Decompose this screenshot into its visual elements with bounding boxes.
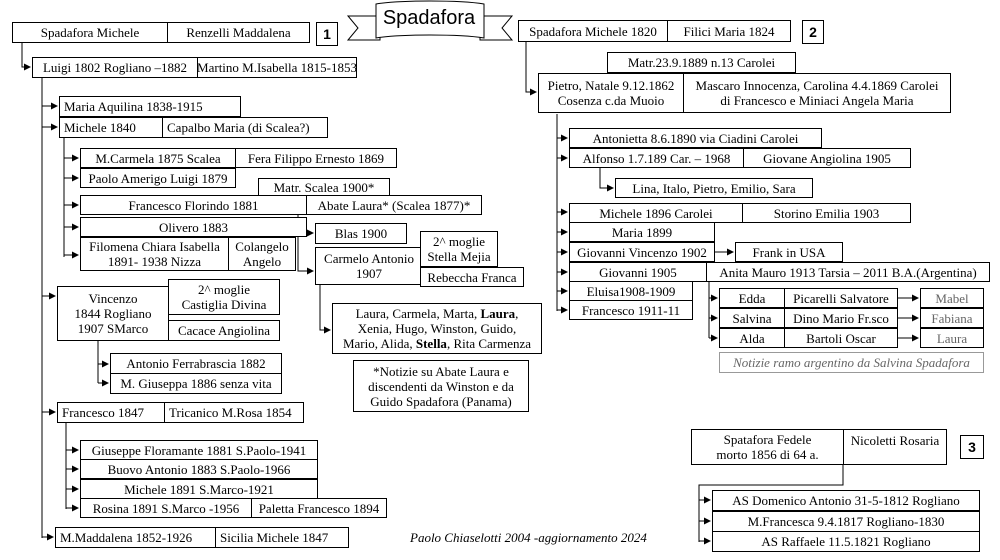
person-box	[57, 286, 169, 341]
person-place: Cosenza c.da Muoio	[557, 93, 665, 108]
children-text: Laura, Carmela, Marta,	[355, 306, 481, 321]
person-box: Bartoli Oscar	[784, 328, 898, 348]
person-box: Alfonso 1.7.189 Car. – 1968	[569, 148, 744, 168]
person-name: Angelo	[242, 254, 282, 269]
spouse-label: 2^ moglie	[433, 234, 485, 249]
person-box: Giuseppe Floramante 1881 S.Paolo-1941	[80, 440, 318, 460]
person-box: Storino Emilia 1903	[742, 203, 911, 223]
person-box: Paolo Amerigo Luigi 1879	[80, 168, 236, 188]
person-box: Laura	[920, 328, 984, 348]
person-name: Filomena Chiara Isabella	[89, 239, 220, 254]
children-text: Mario, Alida,	[342, 336, 416, 351]
person-box: Giovanni Vincenzo 1902	[569, 242, 715, 262]
person-box: Maria Aquilina 1838-1915	[59, 96, 241, 117]
person-box: Rosina 1891 S.Marco -1956	[80, 498, 252, 518]
person-box: Matr. Scalea 1900*	[258, 178, 390, 197]
children-line-2: Xenia, Hugo, Winston, Guido,	[357, 321, 517, 336]
person-box: Antonio Ferrabrascia 1882	[110, 353, 282, 374]
person-box: Michele 1896 Carolei	[569, 203, 743, 223]
person-box	[691, 429, 844, 465]
person-box: Renzelli Maddalena	[167, 22, 310, 43]
person-name: Mascaro Innocenza, Carolina 4.4.1869 Carolei	[695, 78, 939, 93]
tree-1-number: 1	[316, 22, 338, 46]
person-box: M.Carmela 1875 Scalea	[80, 148, 236, 168]
person-box	[538, 73, 684, 113]
note-line: discendenti da Winston e da	[368, 378, 514, 394]
children-line-1	[356, 306, 519, 321]
author-credit: Paolo Chiaselotti 2004 -aggiornamento 2024	[410, 530, 647, 545]
person-name: Stella Mejia	[427, 249, 491, 264]
children-bold-name: Laura	[480, 306, 516, 321]
person-box	[683, 73, 951, 113]
person-box: Filici Maria 1824	[667, 20, 791, 42]
person-box: Martino M.Isabella 1815-1853	[197, 57, 357, 78]
person-box: Michele 1840	[59, 117, 163, 138]
person-box: AS Raffaele 11.5.1821 Rogliano	[712, 531, 980, 552]
person-parents: di Francesco e Miniaci Angela Maria	[720, 93, 914, 108]
person-box: AS Domenico Antonio 31-5-1812 Rogliano	[712, 490, 980, 511]
children-text: ,	[515, 306, 519, 321]
person-name: Carmelo Antonio	[324, 251, 414, 266]
person-dates: 1891- 1938 Nizza	[107, 254, 202, 269]
person-name: Vincenzo	[88, 291, 138, 306]
person-name: Castiglia Divina	[181, 297, 267, 312]
person-box: Fabiana	[920, 308, 984, 328]
person-box: Blas 1900	[315, 223, 407, 244]
person-box: Spadafora Michele 1820	[518, 20, 668, 42]
children-text: , Rita Carmenza	[446, 336, 532, 351]
children-list-box	[332, 303, 542, 354]
person-dates: 1907	[356, 266, 382, 281]
page-title: Spadafora	[382, 7, 476, 29]
person-box	[168, 279, 280, 315]
person-box: Picarelli Salvatore	[784, 288, 898, 308]
person-box: Tricanico M.Rosa 1854	[164, 402, 304, 423]
person-box: M.Francesca 9.4.1817 Rogliano-1830	[712, 511, 980, 532]
person-box: Luigi 1802 Rogliano –1882	[32, 57, 198, 78]
note-box	[353, 360, 529, 412]
note-line: *Notizie su Abate Laura e	[373, 363, 509, 379]
person-box: Dino Mario Fr.sco	[784, 308, 898, 328]
person-box: Giovane Angiolina 1905	[743, 148, 911, 168]
person-dates: 1907 SMarco	[77, 321, 149, 336]
person-box	[80, 237, 229, 271]
person-dates: morto 1856 di 64 a.	[716, 447, 819, 462]
person-box: Francesco 1847	[57, 402, 165, 423]
marriage-box: Matr.23.9.1889 n.13 Carolei	[607, 52, 796, 73]
note-box: Notizie ramo argentino da Salvina Spadafora	[719, 352, 984, 373]
children-list-box: Lina, Italo, Pietro, Emilio, Sara	[615, 178, 813, 198]
person-dates: 1844 Rogliano	[74, 306, 152, 321]
spouse-label: 2^ moglie	[198, 282, 250, 297]
person-box: Edda	[719, 288, 785, 308]
person-box: Nicoletti Rosaria	[843, 429, 947, 465]
person-box: Frank in USA	[735, 242, 843, 262]
person-box: Cacace Angiolina	[168, 320, 280, 341]
person-box: Giovanni 1905	[569, 262, 707, 282]
person-box: Fera Filippo Ernesto 1869	[235, 148, 397, 168]
person-box: Maria 1899	[569, 222, 715, 242]
person-box: Spadafora Michele	[12, 22, 168, 43]
person-box	[420, 231, 498, 267]
person-name: Pietro, Natale 9.12.1862	[547, 78, 675, 93]
person-box	[228, 237, 296, 271]
person-box: M. Giuseppa 1886 senza vita	[110, 373, 282, 394]
person-box: Francesco 1911-11	[569, 300, 693, 320]
person-box: Olivero 1883	[80, 217, 307, 237]
person-box: Anita Mauro 1913 Tarsia – 2011 B.A.(Argentina)	[706, 262, 990, 282]
person-box: Buovo Antonio 1883 S.Paolo-1966	[80, 459, 318, 479]
person-box: Francesco Florindo 1881	[80, 195, 307, 215]
person-box: Michele 1891 S.Marco-1921	[80, 479, 318, 499]
person-box: Antonietta 8.6.1890 via Ciadini Carolei	[569, 128, 822, 148]
children-line-3	[343, 336, 531, 351]
person-box: Alda	[719, 328, 785, 348]
person-box: Eluisa1908-1909	[569, 281, 693, 301]
person-box: Paletta Francesco 1894	[251, 498, 387, 518]
tree-3-number: 3	[960, 435, 984, 459]
note-line: Guido Spadafora (Panama)	[370, 393, 512, 409]
person-box: Capalbo Maria (di Scalea?)	[162, 117, 328, 138]
person-box: M.Maddalena 1852-1926	[55, 527, 216, 548]
person-box: Sicilia Michele 1847	[215, 527, 349, 548]
person-name: Colangelo	[235, 239, 289, 254]
person-name: Spatafora Fedele	[723, 432, 812, 447]
person-box	[315, 247, 423, 285]
person-box: Rebeccha Franca	[420, 267, 524, 287]
person-box: Salvina	[719, 308, 785, 328]
tree-2-number: 2	[802, 20, 824, 44]
children-bold-name: Stella	[415, 336, 447, 351]
person-box: Mabel	[920, 288, 984, 308]
person-box: Abate Laura* (Scalea 1877)*	[306, 195, 482, 215]
